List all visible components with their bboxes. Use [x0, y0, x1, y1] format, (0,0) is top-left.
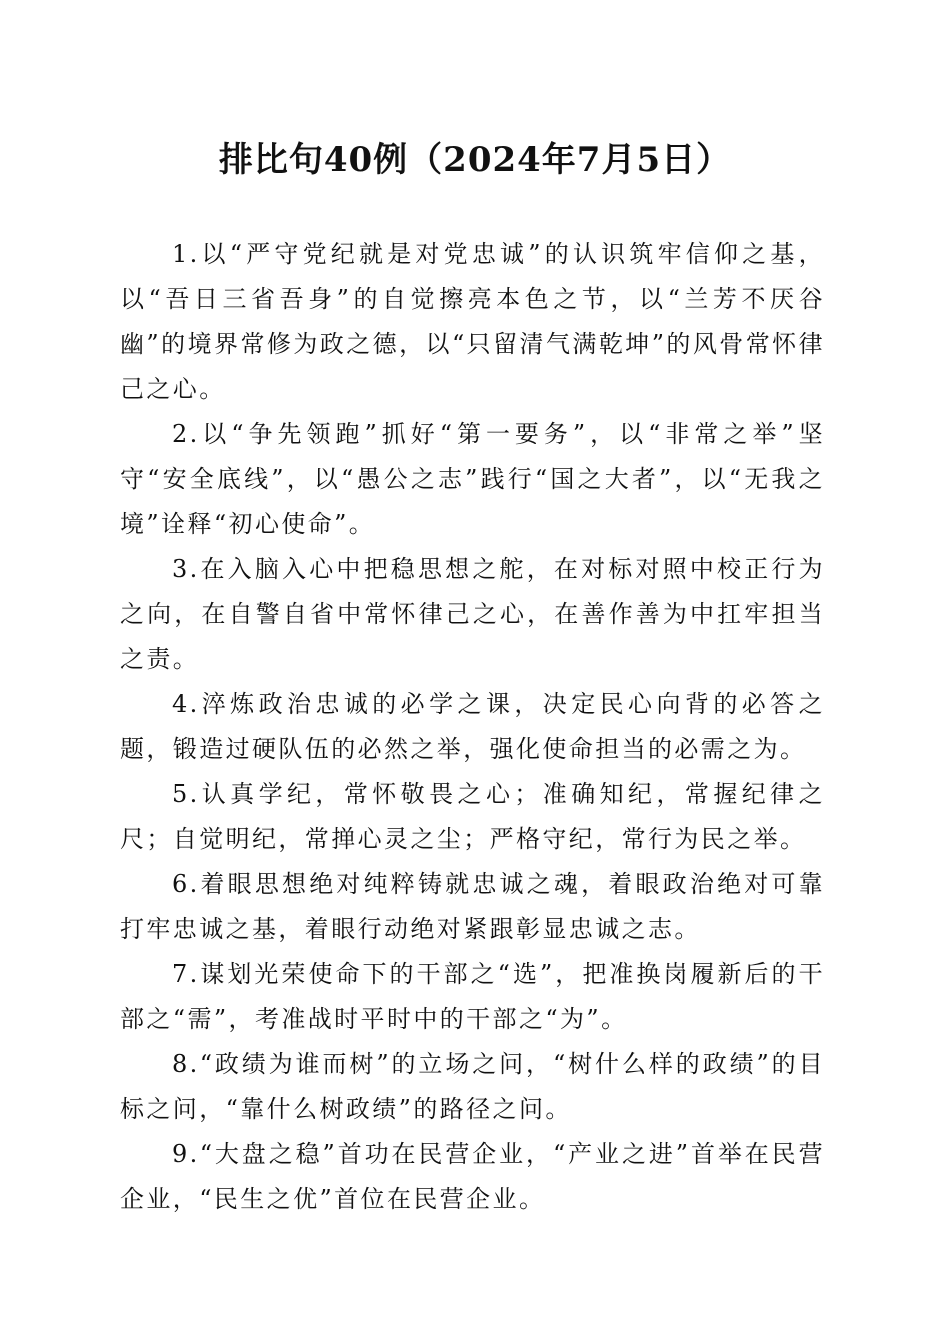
paragraph-2: 2.以“争先领跑”抓好“第一要务”，以“非常之举”坚守“安全底线”，以“愚公之志”践行“国之大者”，以“无我之境”诠释“初心使命”。: [120, 420, 825, 538]
paragraph-7: 7.谋划光荣使命下的干部之“选”，把准换岗履新后的干部之“需”，考准战时平时中的干部之“为”。: [120, 960, 825, 1033]
paragraph-9: 9.“大盘之稳”首功在民营企业，“产业之进”首举在民营企业，“民生之优”首位在民营企业。: [120, 1140, 825, 1213]
paragraph-6: 6.着眼思想绝对纯粹铸就忠诚之魂，着眼政治绝对可靠打牢忠诚之基，着眼行动绝对紧跟彰显忠诚之志。: [120, 870, 825, 943]
document-body: [120, 232, 825, 1222]
paragraph-5: 5.认真学纪，常怀敬畏之心；准确知纪，常握纪律之尺；自觉明纪，常掸心灵之尘；严格守纪，常行为民之举。: [120, 780, 825, 853]
paragraph-4: 4.淬炼政治忠诚的必学之课，决定民心向背的必答之题，锻造过硬队伍的必然之举，强化使命担当的必需之为。: [120, 690, 825, 763]
paragraph-1: 1.以“严守党纪就是对党忠诚”的认识筑牢信仰之基，以“吾日三省吾身”的自觉擦亮本色之节，以“兰芳不厌谷幽”的境界常修为政之德，以“只留清气满乾坤”的风骨常怀律己之心。: [120, 240, 825, 403]
paragraph-8: 8.“政绩为谁而树”的立场之问，“树什么样的政绩”的目标之问，“靠什么树政绩”的路径之问。: [120, 1050, 825, 1123]
paragraph-3: 3.在入脑入心中把稳思想之舵，在对标对照中校正行为之向，在自警自省中常怀律己之心，在善作善为中扛牢担当之责。: [120, 555, 825, 673]
document-title: 排比句40例（2024年7月5日）: [218, 140, 732, 180]
